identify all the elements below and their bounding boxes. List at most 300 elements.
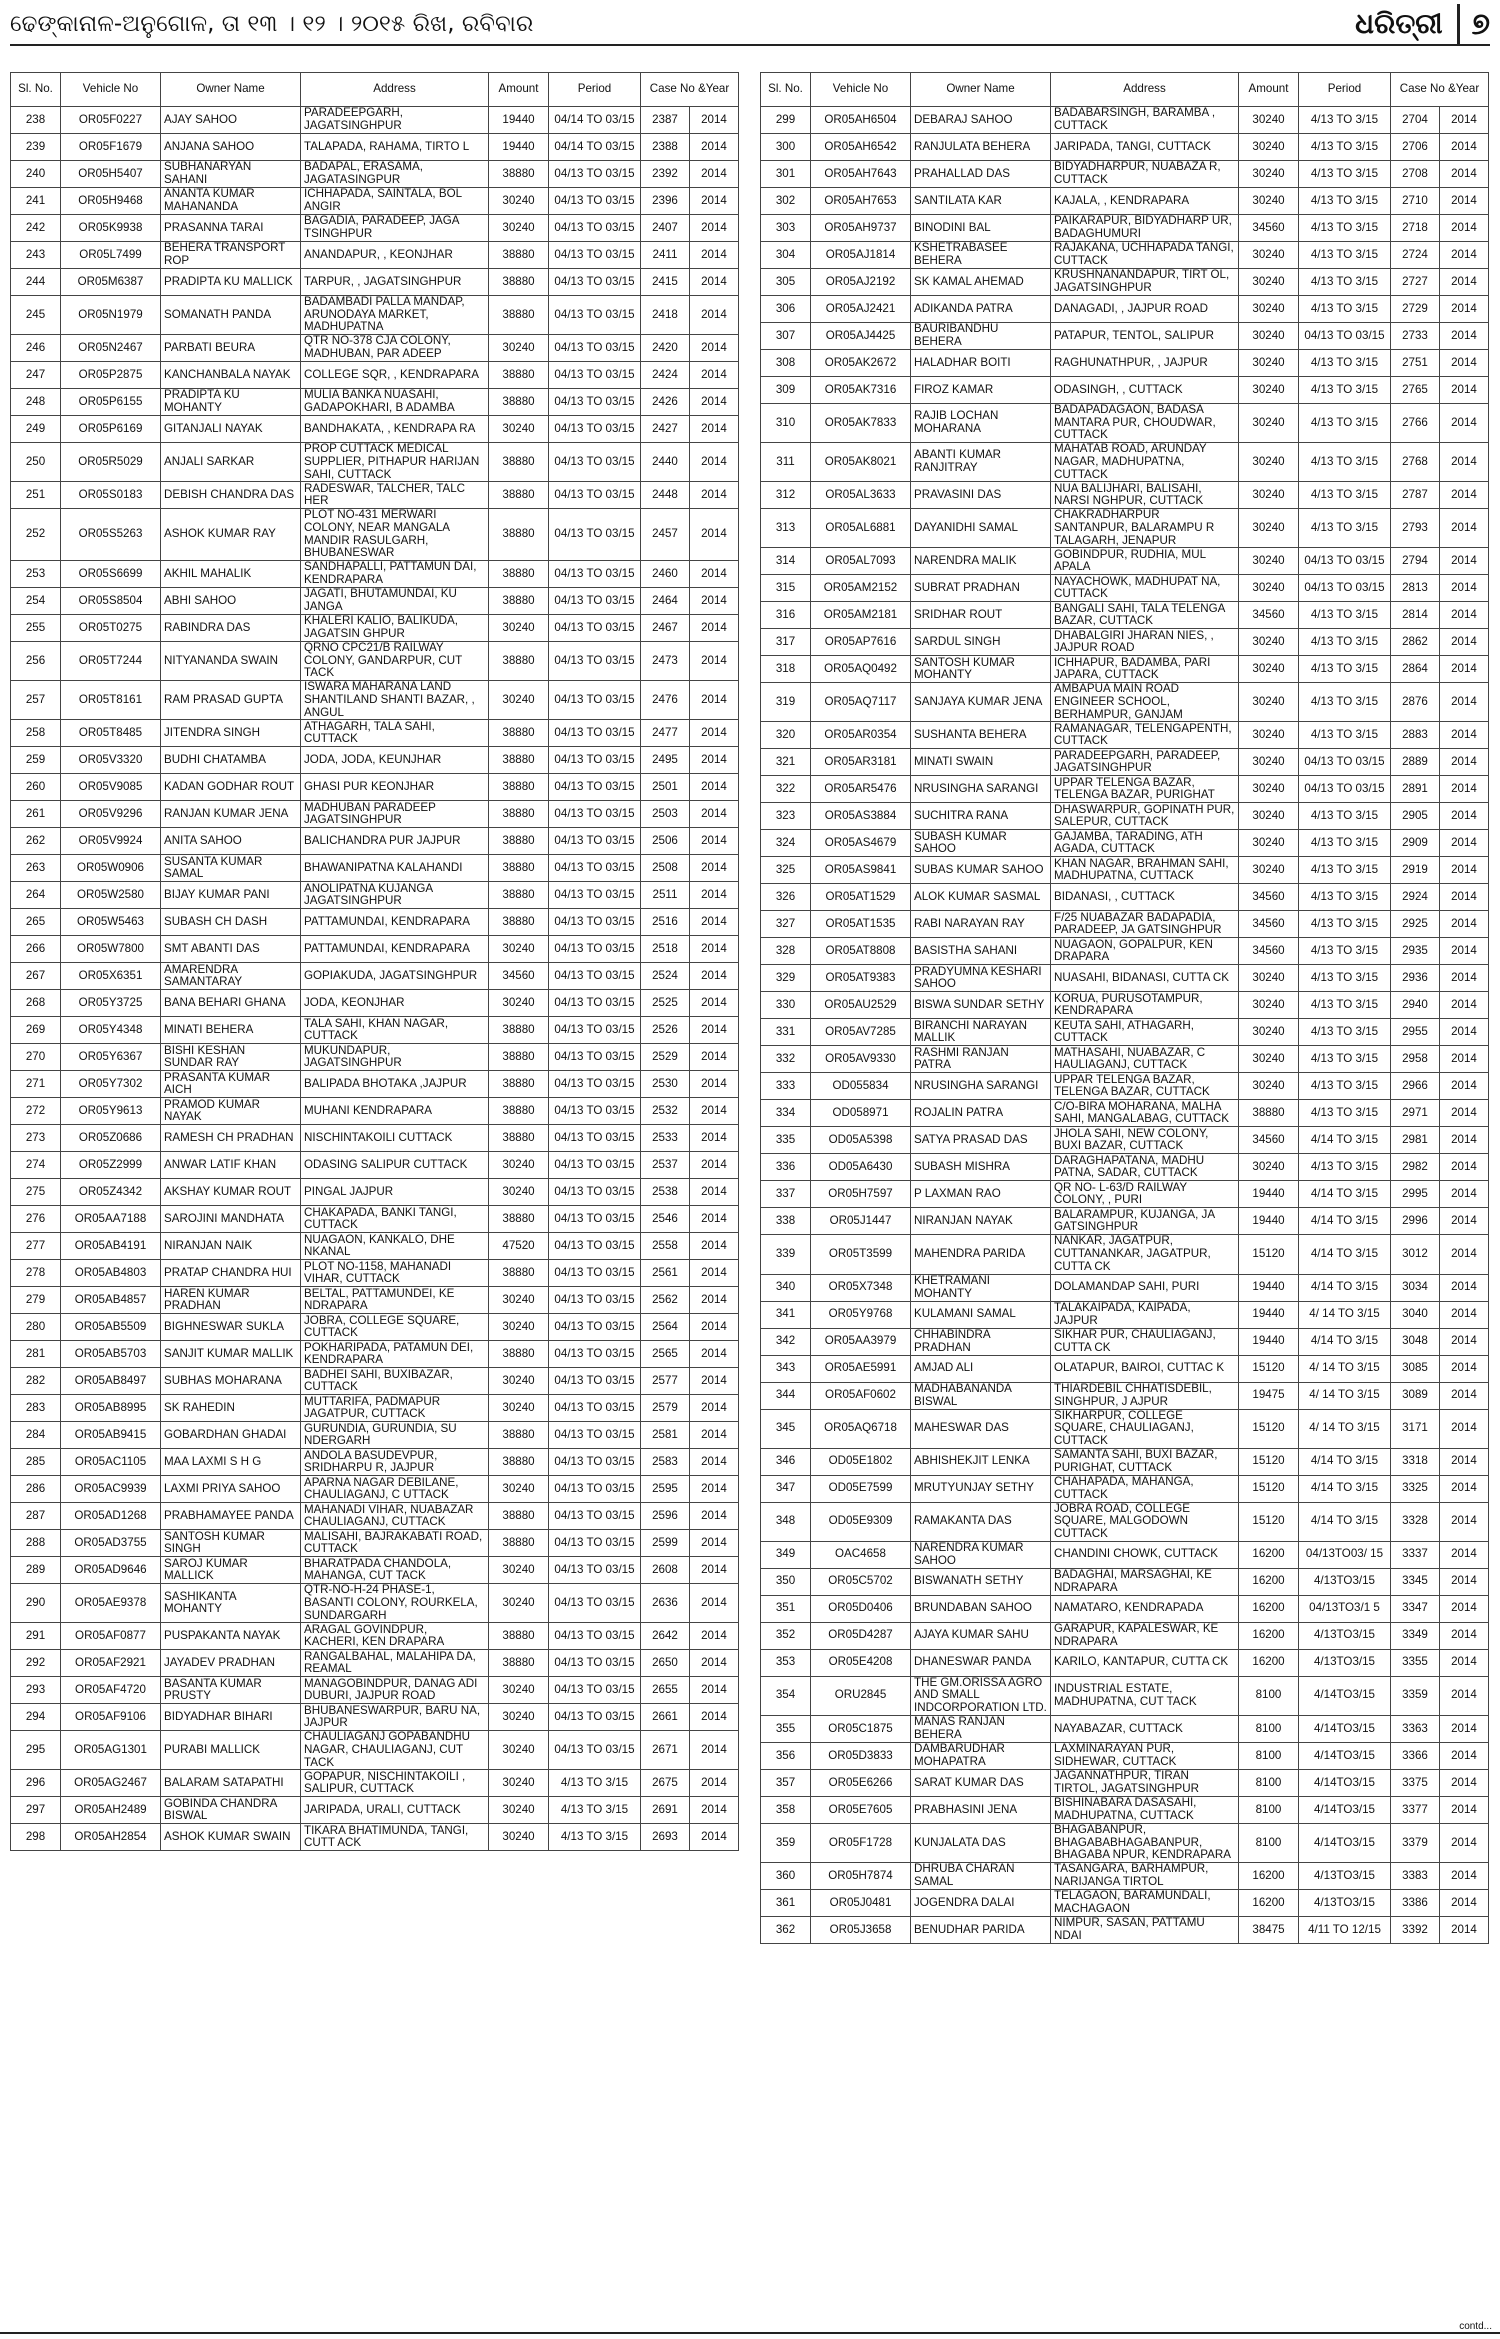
address-cell: JOBRA, COLLEGE SQUARE, CUTTACK — [301, 1314, 489, 1341]
amount-cell: 30240 — [489, 615, 549, 642]
address-cell: JODA, JODA, KEUNJHAR — [301, 747, 489, 774]
header-owner-name: Owner Name — [161, 73, 301, 107]
period-cell: 4/13 TO 3/15 — [549, 1797, 641, 1824]
table-row — [11, 588, 739, 615]
period-cell: 04/13 TO 03/15 — [549, 882, 641, 909]
case-year-cell: 2014 — [690, 1530, 739, 1557]
case-no-cell: 2525 — [641, 990, 690, 1017]
case-no-cell: 3383 — [1391, 1862, 1440, 1889]
table-row — [11, 1824, 739, 1851]
sl-no-cell: 294 — [11, 1704, 61, 1731]
table-row — [761, 992, 1489, 1019]
sl-no-cell: 247 — [11, 362, 61, 389]
case-no-cell: 2518 — [641, 936, 690, 963]
owner-name-cell: KADAN GODHAR ROUT — [161, 774, 301, 801]
owner-name-cell: AJAYA KUMAR SAHU — [911, 1622, 1051, 1649]
amount-cell: 30240 — [1239, 992, 1299, 1019]
case-year-cell: 2014 — [1440, 1181, 1489, 1208]
amount-cell: 30240 — [1239, 404, 1299, 443]
address-cell: PAIKARAPUR, BIDYADHARP UR, BADAGHUMURI — [1051, 215, 1239, 242]
sl-no-cell: 349 — [761, 1541, 811, 1568]
table-row — [761, 602, 1489, 629]
address-cell: NAYACHOWK, MADHUPAT NA, CUTTACK — [1051, 575, 1239, 602]
table-row — [11, 1017, 739, 1044]
case-no-cell: 3386 — [1391, 1889, 1440, 1916]
sl-no-cell: 260 — [11, 774, 61, 801]
sl-no-cell: 242 — [11, 215, 61, 242]
period-cell: 04/13 TO 03/15 — [1299, 749, 1391, 776]
case-year-cell: 2014 — [1440, 884, 1489, 911]
table-body — [761, 107, 1489, 1944]
address-cell: TIKARA BHATIMUNDA, TANGI, CUTT ACK — [301, 1824, 489, 1851]
owner-name-cell: ABHI SAHOO — [161, 588, 301, 615]
period-cell: 4/13 TO 3/15 — [549, 1770, 641, 1797]
table-row — [761, 1382, 1489, 1409]
amount-cell: 8100 — [1239, 1715, 1299, 1742]
address-cell: JODA, KEONJHAR — [301, 990, 489, 1017]
address-cell: C/O-BIRA MOHARANA, MALHA SAHI, MANGALABAG, CUTTACK — [1051, 1100, 1239, 1127]
case-no-cell: 2418 — [641, 296, 690, 335]
owner-name-cell: BIDYADHAR BIHARI — [161, 1704, 301, 1731]
case-year-cell: 2014 — [1440, 1382, 1489, 1409]
address-cell: ODASINGH, , CUTTACK — [1051, 377, 1239, 404]
vehicle-no-cell: OR05AV9330 — [811, 1046, 911, 1073]
table-row — [11, 936, 739, 963]
vehicle-no-cell: OR05C1875 — [811, 1715, 911, 1742]
owner-name-cell: ADIKANDA PATRA — [911, 296, 1051, 323]
sl-no-cell: 326 — [761, 884, 811, 911]
header-sl-no: Sl. No. — [11, 73, 61, 107]
amount-cell: 38880 — [489, 1341, 549, 1368]
case-no-cell: 2966 — [1391, 1073, 1440, 1100]
period-cell: 4/13 TO 3/15 — [1299, 965, 1391, 992]
period-cell: 04/13 TO 03/15 — [549, 1071, 641, 1098]
sl-no-cell: 285 — [11, 1449, 61, 1476]
period-cell: 4/13 TO 3/15 — [1299, 242, 1391, 269]
amount-cell: 38880 — [489, 1125, 549, 1152]
table-row — [761, 830, 1489, 857]
period-cell: 04/13 TO 03/15 — [549, 828, 641, 855]
sl-no-cell: 290 — [11, 1584, 61, 1623]
owner-name-cell: SUBASH CH DASH — [161, 909, 301, 936]
vehicle-no-cell: OR05H7874 — [811, 1862, 911, 1889]
period-cell: 4/14TO3/15 — [1299, 1742, 1391, 1769]
address-cell: BALIPADA BHOTAKA ,JAJPUR — [301, 1071, 489, 1098]
vehicle-no-cell: OR05AB5509 — [61, 1314, 161, 1341]
case-no-cell: 3040 — [1391, 1301, 1440, 1328]
amount-cell: 38880 — [489, 296, 549, 335]
vehicle-no-cell: OR05V9296 — [61, 801, 161, 828]
case-year-cell: 2014 — [1440, 242, 1489, 269]
table-row — [761, 629, 1489, 656]
sl-no-cell: 309 — [761, 377, 811, 404]
case-year-cell: 2014 — [690, 1395, 739, 1422]
vehicle-no-cell: OR05M6387 — [61, 269, 161, 296]
owner-name-cell: SUBASH KUMAR SAHOO — [911, 830, 1051, 857]
sl-no-cell: 291 — [11, 1623, 61, 1650]
owner-name-cell: PURABI MALLICK — [161, 1731, 301, 1770]
period-cell: 4/13TO3/15 — [1299, 1862, 1391, 1889]
sl-no-cell: 284 — [11, 1422, 61, 1449]
case-year-cell: 2014 — [1440, 1541, 1489, 1568]
period-cell: 04/13 TO 03/15 — [549, 588, 641, 615]
amount-cell: 8100 — [1239, 1742, 1299, 1769]
vehicle-no-cell: OR05AF0602 — [811, 1382, 911, 1409]
address-cell: MUHANI KENDRAPARA — [301, 1098, 489, 1125]
period-cell: 4/13 TO 3/15 — [1299, 992, 1391, 1019]
vehicle-no-cell: OR05AK8021 — [811, 443, 911, 482]
case-no-cell: 3085 — [1391, 1355, 1440, 1382]
left-column — [10, 72, 738, 1851]
case-no-cell: 2457 — [641, 509, 690, 561]
header-vehicle-no: Vehicle No — [811, 73, 911, 107]
period-cell: 04/13 TO 03/15 — [549, 1179, 641, 1206]
table-row — [761, 722, 1489, 749]
amount-cell: 16200 — [1239, 1595, 1299, 1622]
case-year-cell: 2014 — [690, 1233, 739, 1260]
sl-no-cell: 248 — [11, 389, 61, 416]
case-year-cell: 2014 — [690, 161, 739, 188]
table-row — [11, 1731, 739, 1770]
vehicle-no-cell: OR05AV7285 — [811, 1019, 911, 1046]
table-row — [11, 107, 739, 134]
sl-no-cell: 345 — [761, 1409, 811, 1448]
sl-no-cell: 281 — [11, 1341, 61, 1368]
period-cell: 4/13TO3/15 — [1299, 1622, 1391, 1649]
case-no-cell: 2526 — [641, 1017, 690, 1044]
amount-cell: 30240 — [1239, 1019, 1299, 1046]
address-cell: BADAPAL, ERASAMA, JAGATASINGPUR — [301, 161, 489, 188]
case-year-cell: 2014 — [1440, 749, 1489, 776]
case-year-cell: 2014 — [690, 561, 739, 588]
vehicle-no-cell: OR05D0406 — [811, 1595, 911, 1622]
address-cell: DANAGADI, , JAJPUR ROAD — [1051, 296, 1239, 323]
table-row — [761, 1355, 1489, 1382]
case-no-cell: 2733 — [1391, 323, 1440, 350]
amount-cell: 34560 — [1239, 884, 1299, 911]
owner-name-cell: ANJALI SARKAR — [161, 443, 301, 482]
period-cell: 04/13 TO 03/15 — [549, 1449, 641, 1476]
vehicle-no-cell: OR05Y9613 — [61, 1098, 161, 1125]
owner-name-cell: AJAY SAHOO — [161, 107, 301, 134]
case-year-cell: 2014 — [1440, 803, 1489, 830]
case-no-cell: 2467 — [641, 615, 690, 642]
period-cell: 4/13 TO 3/15 — [1299, 377, 1391, 404]
table-row — [761, 1409, 1489, 1448]
amount-cell: 30240 — [1239, 509, 1299, 548]
period-cell: 04/13 TO 03/15 — [549, 1704, 641, 1731]
vehicle-no-cell: OR05Y4348 — [61, 1017, 161, 1044]
owner-name-cell: AKHIL MAHALIK — [161, 561, 301, 588]
sl-no-cell: 298 — [11, 1824, 61, 1851]
amount-cell: 30240 — [489, 1395, 549, 1422]
case-no-cell: 2814 — [1391, 602, 1440, 629]
sl-no-cell: 304 — [761, 242, 811, 269]
period-cell: 04/13 TO 03/15 — [549, 1650, 641, 1677]
case-no-cell: 3347 — [1391, 1595, 1440, 1622]
amount-cell: 38880 — [489, 389, 549, 416]
table-row — [11, 161, 739, 188]
period-cell: 04/13 TO 03/15 — [549, 990, 641, 1017]
address-cell: DHASWARPUR, GOPINATH PUR, SALEPUR, CUTTACK — [1051, 803, 1239, 830]
case-year-cell: 2014 — [690, 990, 739, 1017]
address-cell: THIARDEBIL CHHATISDEBIL, SINGHPUR, J AJPUR — [1051, 1382, 1239, 1409]
vehicle-no-cell: OR05AB8995 — [61, 1395, 161, 1422]
case-no-cell: 2693 — [641, 1824, 690, 1851]
address-cell: RADESWAR, TALCHER, TALC HER — [301, 482, 489, 509]
address-cell: COLLEGE SQR, , KENDRAPARA — [301, 362, 489, 389]
vehicle-no-cell: OR05W7800 — [61, 936, 161, 963]
case-year-cell: 2014 — [1440, 722, 1489, 749]
case-no-cell: 2530 — [641, 1071, 690, 1098]
amount-cell: 38880 — [489, 443, 549, 482]
period-cell: 4/ 14 TO 3/15 — [1299, 1301, 1391, 1328]
vehicle-no-cell: OR05AE9378 — [61, 1584, 161, 1623]
owner-name-cell: SOMANATH PANDA — [161, 296, 301, 335]
case-no-cell: 2765 — [1391, 377, 1440, 404]
case-year-cell: 2014 — [1440, 629, 1489, 656]
sl-no-cell: 325 — [761, 857, 811, 884]
period-cell: 4/13 TO 3/15 — [1299, 857, 1391, 884]
case-no-cell: 2787 — [1391, 482, 1440, 509]
sl-no-cell: 265 — [11, 909, 61, 936]
vehicle-no-cell: OR05AD9646 — [61, 1557, 161, 1584]
period-cell: 4/13 TO 3/15 — [1299, 482, 1391, 509]
address-cell: MUKUNDAPUR, JAGATSINGHPUR — [301, 1044, 489, 1071]
address-cell: NUAGAON, KANKALO, DHE NKANAL — [301, 1233, 489, 1260]
sl-no-cell: 329 — [761, 965, 811, 992]
owner-name-cell: BINODINI BAL — [911, 215, 1051, 242]
owner-name-cell: SUCHITRA RANA — [911, 803, 1051, 830]
header-owner-name: Owner Name — [911, 73, 1051, 107]
vehicle-no-cell: OR05C5702 — [811, 1568, 911, 1595]
amount-cell: 30240 — [489, 335, 549, 362]
amount-cell: 30240 — [1239, 482, 1299, 509]
vehicle-no-cell: OR05AQ7117 — [811, 683, 911, 722]
table-row — [761, 1541, 1489, 1568]
table-row — [11, 747, 739, 774]
owner-name-cell: JOGENDRA DALAI — [911, 1889, 1051, 1916]
vehicle-no-cell: OR05AC9939 — [61, 1476, 161, 1503]
table-row — [11, 990, 739, 1017]
address-cell: BISHINABARA DASASAHI, MADHUPATNA, CUTTACK — [1051, 1796, 1239, 1823]
address-cell: BHAWANIPATNA KALAHANDI — [301, 855, 489, 882]
case-year-cell: 2014 — [1440, 1568, 1489, 1595]
vehicle-no-cell: OR05S6699 — [61, 561, 161, 588]
address-cell: GOPIAKUDA, JAGATSINGHPUR — [301, 963, 489, 990]
address-cell: CHAULIAGANJ GOPABANDHU NAGAR, CHAULIAGANJ, CUT TACK — [301, 1731, 489, 1770]
vehicle-tax-table-right — [760, 72, 1489, 1944]
period-cell: 04/13 TO 03/15 — [549, 1422, 641, 1449]
sl-no-cell: 322 — [761, 776, 811, 803]
owner-name-cell: SANTOSH KUMAR SINGH — [161, 1530, 301, 1557]
address-cell: F/25 NUABAZAR BADAPADIA, PARADEEP, JA GATSINGHPUR — [1051, 911, 1239, 938]
table-row — [761, 1742, 1489, 1769]
table-row — [761, 188, 1489, 215]
amount-cell: 38880 — [489, 362, 549, 389]
period-cell: 4/13 TO 3/15 — [1299, 629, 1391, 656]
vehicle-no-cell: OR05AM2181 — [811, 602, 911, 629]
table-row — [761, 857, 1489, 884]
case-no-cell: 2427 — [641, 416, 690, 443]
sl-no-cell: 355 — [761, 1715, 811, 1742]
address-cell: NAMATARO, KENDRAPADA — [1051, 1595, 1239, 1622]
table-row — [11, 642, 739, 681]
amount-cell: 30240 — [489, 1677, 549, 1704]
vehicle-no-cell: OR05AL6881 — [811, 509, 911, 548]
sl-no-cell: 308 — [761, 350, 811, 377]
table-row — [11, 774, 739, 801]
sl-no-cell: 348 — [761, 1502, 811, 1541]
case-year-cell: 2014 — [1440, 911, 1489, 938]
period-cell: 4/14 TO 3/15 — [1299, 1181, 1391, 1208]
amount-cell: 30240 — [489, 1584, 549, 1623]
sl-no-cell: 303 — [761, 215, 811, 242]
sl-no-cell: 324 — [761, 830, 811, 857]
vehicle-no-cell: OR05AH7643 — [811, 161, 911, 188]
period-cell: 04/13 TO 03/15 — [549, 1314, 641, 1341]
vehicle-no-cell: OR05N2467 — [61, 335, 161, 362]
owner-name-cell: SUBHAS MOHARANA — [161, 1368, 301, 1395]
period-cell: 4/11 TO 12/15 — [1299, 1916, 1391, 1943]
case-year-cell: 2014 — [690, 1770, 739, 1797]
case-year-cell: 2014 — [1440, 1274, 1489, 1301]
address-cell: CHAHAPADA, MAHANGA, CUTTACK — [1051, 1475, 1239, 1502]
period-cell: 04/13 TO 03/15 — [549, 1503, 641, 1530]
amount-cell: 30240 — [1239, 1046, 1299, 1073]
case-no-cell: 2971 — [1391, 1100, 1440, 1127]
amount-cell: 19440 — [1239, 1301, 1299, 1328]
vehicle-no-cell: OR05D4287 — [811, 1622, 911, 1649]
case-no-cell: 2650 — [641, 1650, 690, 1677]
vehicle-no-cell: OR05T8485 — [61, 720, 161, 747]
owner-name-cell: AKSHAY KUMAR ROUT — [161, 1179, 301, 1206]
case-no-cell: 2936 — [1391, 965, 1440, 992]
address-cell: BALICHANDRA PUR JAJPUR — [301, 828, 489, 855]
address-cell: SANDHAPALLI, PATTAMUN DAI, KENDRAPARA — [301, 561, 489, 588]
owner-name-cell: BASISTHA SAHANI — [911, 938, 1051, 965]
table-row — [11, 242, 739, 269]
sl-no-cell: 357 — [761, 1769, 811, 1796]
period-cell: 04/13 TO 03/15 — [1299, 323, 1391, 350]
table-row — [11, 561, 739, 588]
case-year-cell: 2014 — [690, 1797, 739, 1824]
case-year-cell: 2014 — [690, 1731, 739, 1770]
address-cell: LAXMINARAYAN PUR, SIDHEWAR, CUTTACK — [1051, 1742, 1239, 1769]
vehicle-no-cell: OR05AB4857 — [61, 1287, 161, 1314]
table-row — [11, 828, 739, 855]
table-row — [761, 1595, 1489, 1622]
sl-no-cell: 269 — [11, 1017, 61, 1044]
table-row — [11, 1770, 739, 1797]
case-year-cell: 2014 — [1440, 602, 1489, 629]
owner-name-cell: PRADIPTA KU MOHANTY — [161, 389, 301, 416]
period-cell: 4/13 TO 3/15 — [1299, 107, 1391, 134]
vehicle-no-cell: OR05D3833 — [811, 1742, 911, 1769]
owner-name-cell: SK KAMAL AHEMAD — [911, 269, 1051, 296]
amount-cell: 30240 — [489, 188, 549, 215]
address-cell: OLATAPUR, BAIROI, CUTTAC K — [1051, 1355, 1239, 1382]
table-row — [761, 1235, 1489, 1274]
case-no-cell: 2661 — [641, 1704, 690, 1731]
sl-no-cell: 282 — [11, 1368, 61, 1395]
case-no-cell: 3392 — [1391, 1916, 1440, 1943]
owner-name-cell: ANITA SAHOO — [161, 828, 301, 855]
table-row — [11, 855, 739, 882]
amount-cell: 30240 — [1239, 683, 1299, 722]
owner-name-cell: PRABHAMAYEE PANDA — [161, 1503, 301, 1530]
period-cell: 04/13 TO 03/15 — [549, 801, 641, 828]
owner-name-cell: BENUDHAR PARIDA — [911, 1916, 1051, 1943]
period-cell: 04/13 TO 03/15 — [549, 615, 641, 642]
case-year-cell: 2014 — [1440, 1328, 1489, 1355]
table-row — [11, 1449, 739, 1476]
address-cell: DHABALGIRI JHARAN NIES, , JAJPUR ROAD — [1051, 629, 1239, 656]
sl-no-cell: 288 — [11, 1530, 61, 1557]
vehicle-no-cell: OR05T8161 — [61, 681, 161, 720]
amount-cell: 38880 — [489, 1650, 549, 1677]
case-no-cell: 2671 — [641, 1731, 690, 1770]
owner-name-cell: P LAXMAN RAO — [911, 1181, 1051, 1208]
case-year-cell: 2014 — [1440, 1595, 1489, 1622]
case-year-cell: 2014 — [1440, 296, 1489, 323]
period-cell: 04/13 TO 03/15 — [549, 1152, 641, 1179]
amount-cell: 34560 — [1239, 602, 1299, 629]
address-cell: CHAKAPADA, BANKI TANGI, CUTTACK — [301, 1206, 489, 1233]
case-year-cell: 2014 — [1440, 1649, 1489, 1676]
period-cell: 04/13 TO 03/15 — [549, 1368, 641, 1395]
amount-cell: 38880 — [1239, 1100, 1299, 1127]
case-no-cell: 3349 — [1391, 1622, 1440, 1649]
address-cell: BADAPADAGAON, BADASA MANTARA PUR, CHOUDWAR, CUTTACK — [1051, 404, 1239, 443]
owner-name-cell: GOBARDHAN GHADAI — [161, 1422, 301, 1449]
table-row — [761, 215, 1489, 242]
amount-cell: 30240 — [489, 1770, 549, 1797]
address-cell: BADABARSINGH, BARAMBA , CUTTACK — [1051, 107, 1239, 134]
amount-cell: 16200 — [1239, 1622, 1299, 1649]
table-row — [761, 269, 1489, 296]
case-no-cell: 2958 — [1391, 1046, 1440, 1073]
address-cell: QTR-NO-H-24 PHASE-1, BASANTI COLONY, ROURKELA, SUNDARGARH — [301, 1584, 489, 1623]
case-no-cell: 2506 — [641, 828, 690, 855]
sl-no-cell: 270 — [11, 1044, 61, 1071]
period-cell: 4/13 TO 3/15 — [1299, 1100, 1391, 1127]
case-year-cell: 2014 — [1440, 377, 1489, 404]
case-year-cell: 2014 — [690, 855, 739, 882]
table-row — [761, 296, 1489, 323]
table-row — [761, 803, 1489, 830]
owner-name-cell: BAURIBANDHU BEHERA — [911, 323, 1051, 350]
header-address: Address — [301, 73, 489, 107]
sl-no-cell: 259 — [11, 747, 61, 774]
case-year-cell: 2014 — [690, 1044, 739, 1071]
amount-cell: 38880 — [489, 1071, 549, 1098]
vehicle-no-cell: OR05AH9737 — [811, 215, 911, 242]
header-address: Address — [1051, 73, 1239, 107]
address-cell: JOBRA ROAD, COLLEGE SQUARE, MALGODOWN CUTTACK — [1051, 1502, 1239, 1541]
sl-no-cell: 286 — [11, 1476, 61, 1503]
case-year-cell: 2014 — [690, 774, 739, 801]
period-cell: 04/13 TO 03/15 — [549, 161, 641, 188]
table-row — [761, 509, 1489, 548]
table-row — [761, 1328, 1489, 1355]
sl-no-cell: 252 — [11, 509, 61, 561]
sl-no-cell: 358 — [761, 1796, 811, 1823]
vehicle-no-cell: OR05AE5991 — [811, 1355, 911, 1382]
address-cell: AMBAPUA MAIN ROAD ENGINEER SCHOOL, BERHAMPUR, GANJAM — [1051, 683, 1239, 722]
vehicle-no-cell: OR05AK7833 — [811, 404, 911, 443]
address-cell: DOLAMANDAP SAHI, PURI — [1051, 1274, 1239, 1301]
